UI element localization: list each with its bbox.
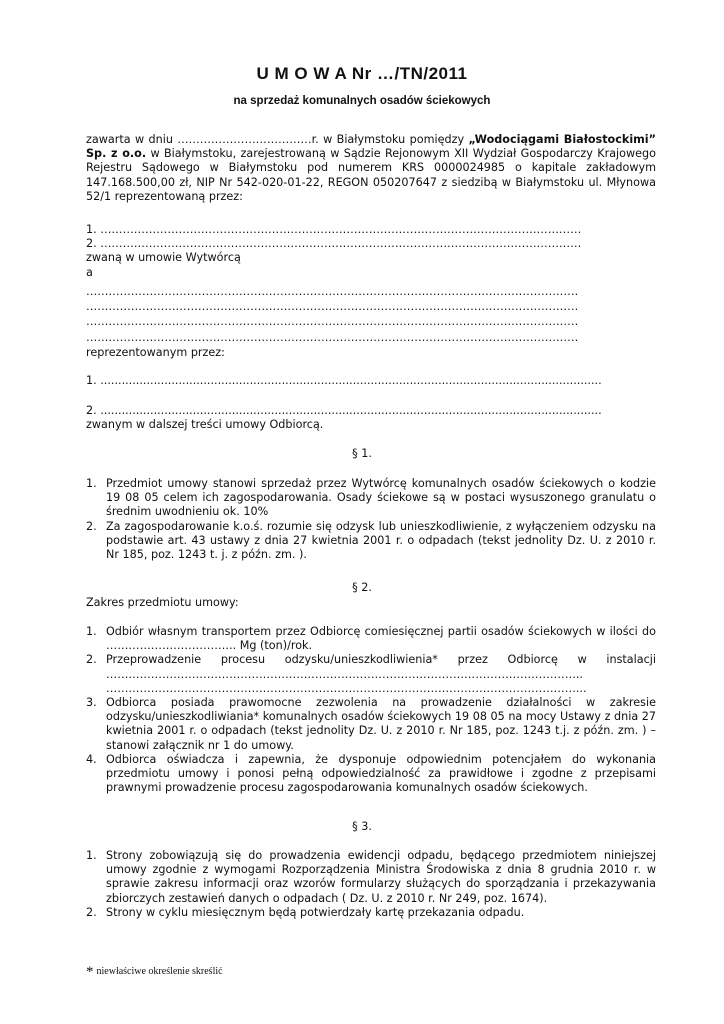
represented-label: reprezentowanym przez: — [86, 345, 225, 359]
rep-line: 1. ………………………………………………………………………………………………………………… — [86, 223, 582, 236]
producer-representatives — [86, 223, 656, 280]
item-text: Przeprowadzenie procesu odzysku/unieszkodliwienia* przez Odbiorcę w instalacji ……………………………………………………………………………………………………………….. ………………………………………………………………………………………………………………... — [106, 653, 656, 695]
footnote — [86, 964, 223, 981]
item-number: 4. — [86, 752, 97, 766]
document-title: U M O W A Nr …/TN/2011 — [256, 64, 468, 83]
list-item — [86, 849, 656, 906]
rep-line: 2. ………………………………………………………………………………………………………………… — [86, 237, 582, 251]
section-2-heading: § 2. — [352, 581, 372, 594]
recipient-line: …………………………………………………………………………………………………………………… — [86, 315, 579, 329]
section-3-heading: § 3. — [352, 820, 372, 833]
item-text: Strony zobowiązują się do prowadzenia ewidencji odpadu, będącego przedmiotem niniejszej umowy zgodnie z wymogami Rozporządzenia Ministra Środowiska z dnia 8 grudnia 2010 r. w sprawie zakresu informacji oraz wzorów formularzy służących do sporządzania i przekazywania zbiorczych zestawień danych o odpadach ( Dz. U. z 2010 r. Nr 249, poz. 1674). — [106, 849, 656, 905]
recipient-line: …………………………………………………………………………………………………………………… — [86, 300, 579, 314]
and-label: a — [86, 265, 93, 279]
item-text: Odbiorca posiada prawomocne zezwolenia na prowadzenie działalności w zakresie odzysku/unieszkodliwiania* komunalnych osadów ściekowych 19 08 05 na mocy Ustawy z dnia 27 kwietnia 2001 r. o odpadach (tekst jednolity Dz. U. z 2010 r. Nr 185, poz. 1243 t.j. z późn. zm. ) – stanowi załącznik nr 1 do umowy. — [106, 696, 656, 752]
list-item — [86, 653, 656, 696]
section-2-intro: Zakres przedmiotu umowy: — [86, 596, 239, 609]
section-1-heading: § 1. — [352, 447, 372, 460]
list-item — [86, 520, 656, 563]
item-number: 3. — [86, 696, 97, 710]
company-name: „Wodociągami Białostockimi” Sp. z o.o. — [86, 133, 656, 161]
section-1-list — [86, 477, 656, 562]
item-text: Przedmiot umowy stanowi sprzedaż przez Wytwórcę komunalnych osadów ściekowych o kodzie 19 08 05 celem ich zagospodarowania. Osady ściekowe są w postaci wysuszonego granulatu o średnim uwodnieniu ok. 10% — [106, 477, 656, 519]
recipient-block — [86, 284, 656, 360]
recipient-rep-line-2: 2. ............................................................................................................................................. — [86, 404, 602, 417]
footnote-text: niewłaściwe określenie skreślić — [96, 966, 223, 977]
intro-text-1: zawarta w dniu ………………………………r. w Białymstoku pomiędzy — [86, 133, 469, 146]
item-number: 2. — [86, 653, 97, 667]
item-text: Odbiorca oświadcza i zapewnia, że dysponuje odpowiednim potencjałem do wykonania przedmiotu umowy i ponosi pełną odpowiedzialność za prawidłowe i zgodne z przepisami prawnymi prowadzenie procesu zagospodarowania komunalnych osadów ściekowych. — [106, 752, 656, 795]
producer-label: zwaną w umowie Wytwórcą — [86, 251, 241, 265]
footnote-star: * — [86, 964, 94, 980]
list-item — [86, 625, 656, 653]
list-item — [86, 906, 656, 920]
recipient-rep-line-1: 1. ............................................................................................................................................. — [86, 374, 602, 387]
item-number: 1. — [86, 477, 97, 490]
item-number: 2. — [86, 519, 97, 533]
section-3-list — [86, 849, 656, 920]
recipient-label: zwanym w dalszej treści umowy Odbiorcą. — [86, 418, 324, 431]
list-item — [86, 696, 656, 753]
document-subtitle: na sprzedaż komunalnych osadów ściekowych — [233, 95, 491, 107]
item-number: 2. — [86, 905, 97, 919]
recipient-line: …………………………………………………………………………………………………………………… — [86, 330, 579, 344]
item-text: Strony w cyklu miesięcznym będą potwierdzały kartę przekazania odpadu. — [106, 905, 525, 919]
recipient-line: …………………………………………………………………………………………………………………… — [86, 285, 579, 298]
item-text: Za zagospodarowanie k.o.ś. rozumie się odzysk lub unieszkodliwienie, z wyłączeniem odzysku na podstawie art. 43 ustawy z dnia 27 kwietnia 2001 r. o odpadach (tekst jednolity Dz. U. z 2010 r. Nr 185, poz. 1243 t. j. z późn. zm. ). — [106, 519, 656, 562]
intro-text-2: w Białymstoku, zarejestrowaną w Sądzie Rejonowym XII Wydział Gospodarczy Krajowego Rejestru Sądowego w Białymstoku pod numerem KRS 0000024985 o kapitale zakładowym 147.168.500,00 zł, NIP Nr 542-020-01-22, REGON 050207647 z siedzibą w Białymstoku ul. Młynowa 52/1 reprezentowaną przez: — [86, 147, 656, 203]
item-text: Odbiór własnym transportem przez Odbiorcę comiesięcznej partii osadów ściekowych w ilości do …………………………….. Mg (ton)/rok. — [106, 625, 656, 653]
list-item — [86, 477, 656, 520]
intro-paragraph — [86, 133, 656, 204]
list-item — [86, 753, 656, 796]
section-2-list — [86, 625, 656, 795]
item-number: 1. — [86, 849, 97, 862]
item-number: 1. — [86, 625, 97, 638]
